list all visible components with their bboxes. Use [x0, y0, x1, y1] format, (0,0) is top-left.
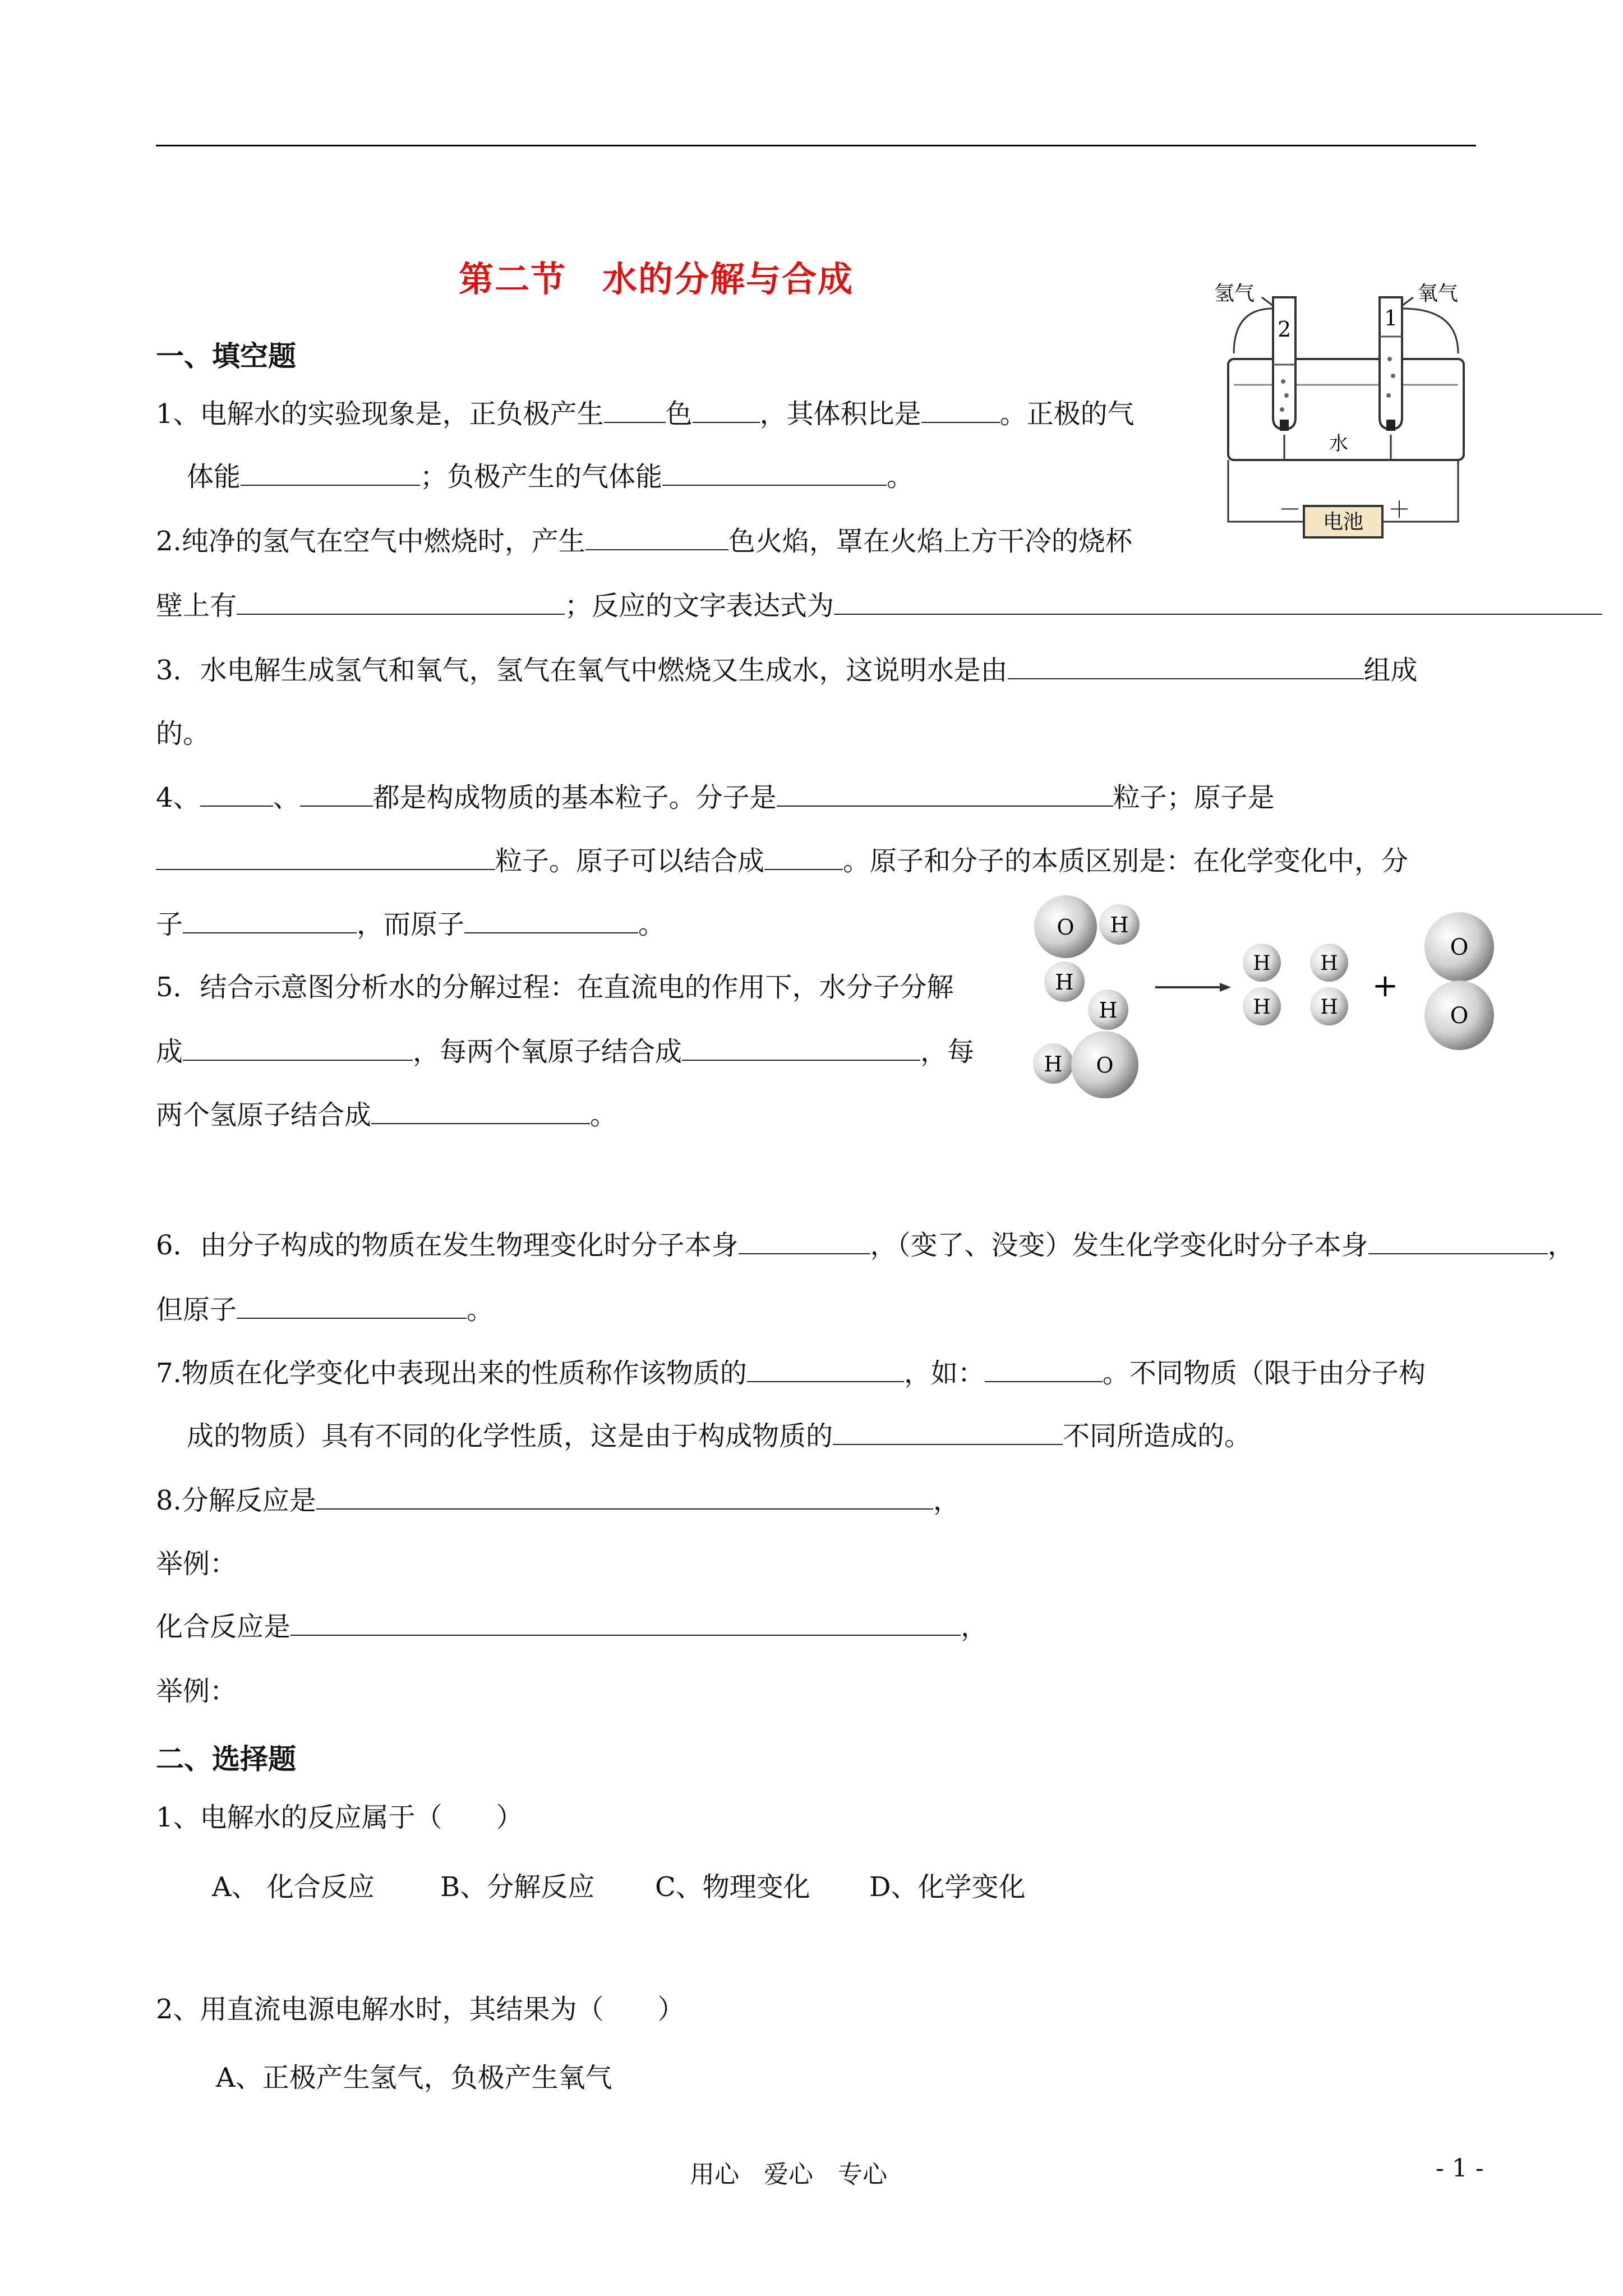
svg-text:H: H — [1110, 913, 1129, 937]
blank[interactable] — [682, 1035, 920, 1061]
blank[interactable] — [237, 589, 565, 615]
blank[interactable] — [156, 844, 495, 870]
svg-text:O: O — [1057, 915, 1075, 940]
blank[interactable] — [464, 908, 638, 933]
question-4-line-3: 子 ，而原子 。 — [156, 909, 666, 940]
header-rule — [156, 145, 1476, 146]
blank[interactable] — [604, 397, 666, 423]
blank[interactable] — [834, 589, 1602, 615]
svg-text:H: H — [1099, 998, 1118, 1023]
blank[interactable] — [1368, 1228, 1548, 1254]
question-8-example-1: 举例： — [156, 1548, 237, 1580]
blank[interactable] — [693, 397, 760, 423]
svg-text:H: H — [1055, 970, 1074, 995]
question-5-line-1: 5．结合示意图分析水的分解过程：在直流电的作用下，水分子分解 — [156, 972, 954, 1003]
question-8-example-2: 举例： — [156, 1676, 237, 1707]
blank[interactable] — [241, 460, 420, 486]
section-heading-fill-blank: 一、填空题 — [156, 340, 296, 372]
section-heading-multiple-choice: 二、选择题 — [156, 1743, 296, 1775]
blank[interactable] — [739, 1228, 870, 1254]
plus-sign: + — [1372, 968, 1399, 1004]
mc2-option-a[interactable]: A、正极产生氢气，负极产生氧气 — [216, 2062, 612, 2093]
blank[interactable] — [237, 1293, 467, 1319]
mc1-option-a[interactable]: A、 化合反应 — [212, 1871, 375, 1903]
blank[interactable] — [747, 1356, 904, 1382]
mc1-option-b[interactable]: B、分解反应 — [440, 1871, 595, 1903]
question-6-line-1: 6．由分子构成的物质在发生物理变化时分子本身 ，（变了、没变）发生化学变化时分子本身 ， — [156, 1230, 1575, 1261]
question-5-line-3: 两个氢原子结合成 。 — [156, 1099, 617, 1131]
water-decomposition-figure — [1015, 886, 1520, 1122]
blank[interactable] — [833, 1419, 1063, 1445]
blank[interactable] — [291, 1610, 961, 1636]
blank[interactable] — [200, 781, 273, 807]
question-1-line-2: 体能 ；负极产生的气体能 。 — [187, 461, 914, 493]
question-7-line-2: 成的物质）具有不同的化学性质，这是由于构成物质的 不同所造成的。 — [187, 1420, 1252, 1452]
water-label: 水 — [1329, 432, 1348, 455]
svg-text:H: H — [1320, 996, 1338, 1019]
arrow-icon — [1220, 983, 1231, 992]
svg-text:O: O — [1450, 1003, 1469, 1029]
blank[interactable] — [662, 460, 887, 486]
question-2-line-1: 2.纯净的氢气在空气中燃烧时，产生 色火焰，罩在火焰上方干冷的烧杯 — [156, 526, 1132, 557]
blank[interactable] — [985, 1356, 1103, 1382]
question-7-line-1: 7.物质在化学变化中表现出来的性质称作该物质的 ，如： 。不同物质（限于由分子构 — [156, 1358, 1426, 1389]
blank[interactable] — [585, 524, 728, 550]
page-title: 第二节 水的分解与合成 — [459, 259, 854, 300]
battery-plus: ＋ — [1388, 497, 1410, 523]
mc-question-2-stem: 2、用直流电源电解水时，其结果为（ ） — [156, 1994, 685, 2025]
svg-text:H: H — [1253, 952, 1271, 975]
mc1-option-d[interactable]: D、化学变化 — [869, 1871, 1026, 1903]
blank[interactable] — [300, 781, 373, 807]
battery-minus: － — [1279, 497, 1301, 523]
svg-text:H: H — [1253, 996, 1271, 1019]
question-3-line-1: 3．水电解生成氢气和氧气，氢气在氧气中燃烧又生成水，这说明水是由 组成 — [156, 655, 1418, 686]
question-8-line-3: 化合反应是 ， — [156, 1611, 988, 1642]
tube-label-2: 2 — [1278, 317, 1292, 342]
question-1-line-1: 1、电解水的实验现象是，正负极产生 色 ，其体积比是 。正极的气 — [156, 398, 1135, 430]
blank[interactable] — [921, 397, 1000, 423]
electrolysis-apparatus-figure — [1211, 275, 1481, 561]
oxygen-label: 氧气 — [1418, 282, 1459, 305]
svg-text:O: O — [1096, 1053, 1114, 1078]
question-2-line-2: 壁上有 ；反应的文字表达式为 — [156, 589, 1602, 623]
question-8-line-1: 8.分解反应是 ， — [156, 1485, 960, 1516]
blank[interactable] — [183, 908, 357, 933]
page-number: - 1 - — [1436, 2154, 1484, 2183]
blank[interactable] — [764, 844, 843, 870]
question-3-line-2: 的。 — [156, 718, 210, 749]
blank[interactable] — [777, 781, 1113, 807]
hydrogen-label: 氢气 — [1214, 282, 1255, 305]
battery-label: 电池 — [1322, 510, 1364, 533]
svg-text:H: H — [1320, 952, 1338, 975]
blank[interactable] — [183, 1035, 413, 1061]
question-4-line-1: 4、 、 都是构成物质的基本粒子。分子是 粒子；原子是 — [156, 782, 1275, 813]
footer-motto: 用心 爱心 专心 — [690, 2160, 887, 2189]
blank[interactable] — [1008, 654, 1364, 679]
mc-question-1-stem: 1、电解水的反应属于（ ） — [156, 1802, 523, 1833]
blank[interactable] — [316, 1484, 933, 1510]
blank[interactable] — [371, 1098, 590, 1124]
svg-text:H: H — [1044, 1052, 1063, 1076]
mc1-option-c[interactable]: C、物理变化 — [655, 1871, 810, 1903]
question-5-line-2: 成 ，每两个氧原子结合成 ，每 — [156, 1036, 975, 1068]
question-4-line-2: 粒子。原子可以结合成 。原子和分子的本质区别是：在化学变化中，分 — [156, 844, 1408, 878]
question-6-line-2: 但原子 。 — [156, 1294, 494, 1326]
svg-text:O: O — [1450, 935, 1469, 960]
tube-label-1: 1 — [1384, 306, 1398, 330]
